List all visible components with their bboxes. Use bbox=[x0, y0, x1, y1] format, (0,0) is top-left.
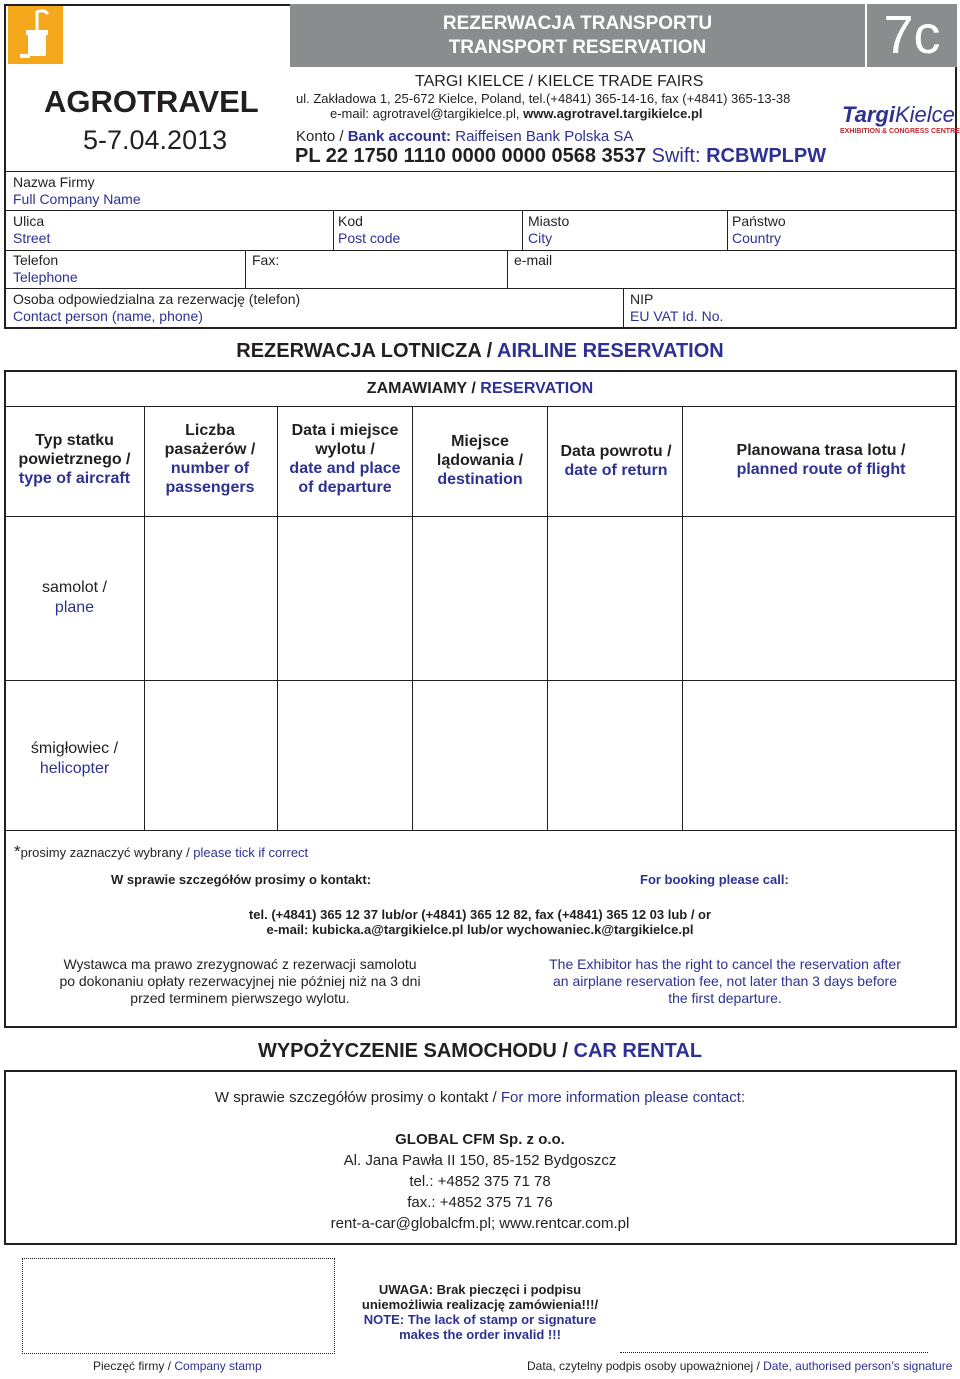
iban: PL 22 1750 1110 0000 0000 0568 3537 bbox=[295, 145, 647, 167]
car-title-pl: WYPOŻYCZENIE SAMOCHODU / bbox=[257, 1040, 574, 1062]
account-label-pl: Konto / bbox=[296, 128, 348, 145]
car-info bbox=[0, 1089, 960, 1106]
swift-code: RCBWPLPW bbox=[706, 145, 827, 167]
title-pl: REZERWACJA TRANSPORTU bbox=[442, 13, 713, 34]
order-heading-en: RESERVATION bbox=[480, 380, 594, 397]
contact-phones: tel. (+4841) 365 12 37 lub/or (+4841) 365 12 82, fax (+4841) 365 12 03 lub / or bbox=[248, 907, 712, 922]
cancel-en-line2: an airplane reservation fee, not later than 3 days before bbox=[553, 973, 897, 989]
cancel-policy-en bbox=[500, 956, 950, 1007]
car-web[interactable]: rent-a-car@globalcfm.pl; www.rentcar.com.pl bbox=[330, 1215, 630, 1232]
col-destination-en: destination bbox=[437, 471, 523, 488]
tick-note bbox=[14, 842, 308, 862]
account-label-en: Bank account: bbox=[347, 128, 456, 145]
col-departure-pl: Data i miejsce wylotu / bbox=[291, 422, 399, 458]
organizer-email bbox=[330, 106, 703, 121]
website-link[interactable]: www.agrotravel.targikielce.pl bbox=[523, 106, 703, 121]
car-title-en: CAR RENTAL bbox=[573, 1040, 703, 1062]
airline-section-title bbox=[0, 340, 960, 363]
cancel-pl-line3: przed terminem pierwszego wylotu. bbox=[130, 990, 350, 1006]
street-field[interactable] bbox=[13, 213, 50, 247]
col-destination-pl: Miejsce lądowania / bbox=[436, 433, 524, 469]
row-helicopter[interactable] bbox=[6, 739, 143, 779]
form-number: 7c bbox=[865, 4, 957, 67]
cancel-en-line3: the first departure. bbox=[668, 990, 782, 1006]
airline-title-pl: REZERWACJA LOTNICZA / bbox=[236, 340, 498, 362]
contact-heading-en: For booking please call: bbox=[640, 872, 789, 887]
car-tel: tel.: +4852 375 71 78 bbox=[409, 1173, 551, 1190]
company-name-label-pl: Nazwa Firmy bbox=[13, 174, 95, 190]
stamp-label-pl: Pieczęć firmy / bbox=[93, 1359, 175, 1373]
col-return-date bbox=[550, 442, 682, 480]
col-aircraft-type bbox=[6, 431, 143, 488]
col-return-pl: Data powrotu / bbox=[560, 443, 672, 460]
postcode-label-pl: Kod bbox=[338, 213, 363, 229]
col-departure bbox=[282, 421, 408, 497]
iban-line bbox=[295, 145, 826, 168]
vat-field[interactable] bbox=[630, 291, 723, 325]
col-route-pl: Planowana trasa lotu / bbox=[736, 442, 906, 459]
logo-part-a: Targi bbox=[842, 102, 895, 127]
stamp-label bbox=[93, 1359, 262, 1373]
note-pl-line2: uniemożliwia realizację zamówienia!!!/ bbox=[361, 1297, 599, 1312]
nip-label-pl: NIP bbox=[630, 291, 654, 307]
tick-note-pl: prosimy zaznaczyć wybrany / bbox=[20, 845, 194, 860]
email-text: e-mail: agrotravel@targikielce.pl, bbox=[330, 106, 524, 121]
paint-can-icon bbox=[8, 6, 63, 64]
phone-field[interactable] bbox=[13, 252, 78, 286]
order-heading-pl: ZAMAWIAMY / bbox=[366, 380, 481, 397]
car-address: Al. Jana Pawła II 150, 85-152 Bydgoszcz bbox=[343, 1152, 617, 1169]
street-label-pl: Ulica bbox=[13, 213, 45, 229]
note-en-line2: makes the order invalid !!! bbox=[399, 1327, 561, 1342]
signature-line[interactable] bbox=[620, 1352, 928, 1353]
tick-note-en: please tick if correct bbox=[193, 845, 309, 860]
email-field[interactable]: e-mail bbox=[514, 252, 553, 268]
country-label-pl: Państwo bbox=[732, 213, 786, 229]
car-section-title bbox=[0, 1040, 960, 1063]
city-field[interactable] bbox=[528, 213, 569, 247]
bank-name: Raiffeisen Bank Polska SA bbox=[455, 128, 634, 145]
city-label-pl: Miasto bbox=[528, 213, 570, 229]
country-label-en: Country bbox=[732, 230, 782, 246]
logo-part-b: Kielce bbox=[894, 102, 955, 127]
company-name-field[interactable] bbox=[13, 174, 141, 208]
bank-account bbox=[296, 128, 633, 145]
car-info-pl: W sprawie szczegółów prosimy o kontakt / bbox=[214, 1089, 501, 1106]
col-destination bbox=[420, 432, 540, 489]
col-aircraft-type-pl: Typ statku powietrznego / bbox=[18, 432, 131, 468]
fax-field[interactable]: Fax: bbox=[252, 252, 280, 268]
country-field[interactable] bbox=[732, 213, 786, 247]
row-plane[interactable] bbox=[6, 578, 143, 618]
contact-person-field[interactable] bbox=[13, 291, 300, 325]
stamp-note bbox=[340, 1282, 620, 1342]
row-plane-pl: samolot / bbox=[42, 579, 107, 596]
company-stamp-box[interactable] bbox=[22, 1258, 335, 1354]
col-departure-en: date and place of departure bbox=[289, 460, 401, 496]
car-info-en: For more information please contact: bbox=[500, 1089, 746, 1106]
row-plane-en: plane bbox=[54, 599, 95, 616]
street-label-en: Street bbox=[13, 230, 51, 246]
cancel-pl-line1: Wystawca ma prawo zrezygnować z rezerwacji samolotu bbox=[63, 956, 417, 972]
swift-label: Swift: bbox=[646, 145, 707, 167]
tick-star: * bbox=[14, 842, 21, 861]
phone-label-pl: Telefon bbox=[13, 252, 59, 268]
contact-emails: e-mail: kubicka.a@targikielce.pl lub/or wychowaniec.k@targikielce.pl bbox=[266, 922, 694, 937]
col-flight-route bbox=[685, 441, 957, 479]
signature-label-pl: Data, czytelny podpis osoby upoważnionej / bbox=[527, 1359, 764, 1373]
company-name-label-en: Full Company Name bbox=[13, 191, 141, 207]
airline-title-en: AIRLINE RESERVATION bbox=[497, 340, 724, 362]
postcode-label-en: Post code bbox=[338, 230, 401, 246]
col-passengers bbox=[150, 421, 270, 497]
row-helicopter-pl: śmigłowiec / bbox=[30, 740, 119, 757]
cancel-en-line1: The Exhibitor has the right to cancel the reservation after bbox=[549, 956, 901, 972]
event-dates: 5-7.04.2013 bbox=[83, 125, 228, 155]
col-passengers-pl: Liczba pasażerów / bbox=[164, 422, 256, 458]
city-label-en: City bbox=[528, 230, 553, 246]
logo-subtitle: EXHIBITION & CONGRESS CENTRE bbox=[840, 128, 960, 135]
col-route-en: planned route of flight bbox=[736, 461, 906, 478]
row-helicopter-en: helicopter bbox=[39, 760, 110, 777]
stamp-label-en: Company stamp bbox=[174, 1359, 262, 1373]
paint-can-logo bbox=[8, 6, 63, 64]
note-pl-line1: UWAGA: Brak pieczęci i podpisu bbox=[378, 1282, 582, 1297]
organizer: TARGI KIELCE / KIELCE TRADE FAIRS bbox=[415, 73, 704, 90]
signature-label bbox=[527, 1359, 952, 1373]
note-en-line1: NOTE: The lack of stamp or signature bbox=[363, 1312, 597, 1327]
col-return-en: date of return bbox=[564, 462, 668, 479]
event-name: AGROTRAVEL bbox=[44, 84, 259, 119]
car-fax: fax.: +4852 375 71 76 bbox=[407, 1194, 553, 1211]
cancel-pl-line2: po dokonaniu opłaty rezerwacyjnej nie później niż na 3 dni bbox=[59, 973, 421, 989]
order-heading bbox=[0, 380, 960, 398]
col-aircraft-type-en: type of aircraft bbox=[18, 470, 131, 487]
car-company: GLOBAL CFM Sp. z o.o. bbox=[395, 1131, 565, 1148]
contact-label-pl: Osoba odpowiedzialna za rezerwację (telefon) bbox=[13, 291, 301, 307]
signature-label-en: Date, authorised person’s signature bbox=[763, 1359, 953, 1373]
contact-heading-pl: W sprawie szczegółów prosimy o kontakt: bbox=[111, 872, 372, 887]
car-contact bbox=[0, 1129, 960, 1234]
organizer-address: ul. Zakładowa 1, 25-672 Kielce, Poland, tel.(+4841) 365-14-16, fax (+4841) 365-13-38 bbox=[296, 91, 791, 106]
phone-label-en: Telephone bbox=[13, 269, 78, 285]
title-en: TRANSPORT RESERVATION bbox=[448, 37, 707, 58]
postcode-field[interactable] bbox=[338, 213, 400, 247]
targi-kielce-logo bbox=[842, 102, 955, 128]
col-passengers-en: number of passengers bbox=[165, 460, 255, 496]
nip-label-en: EU VAT Id. No. bbox=[630, 308, 724, 324]
cancel-policy-pl bbox=[20, 956, 460, 1007]
contact-label-en: Contact person (name, phone) bbox=[13, 308, 203, 324]
